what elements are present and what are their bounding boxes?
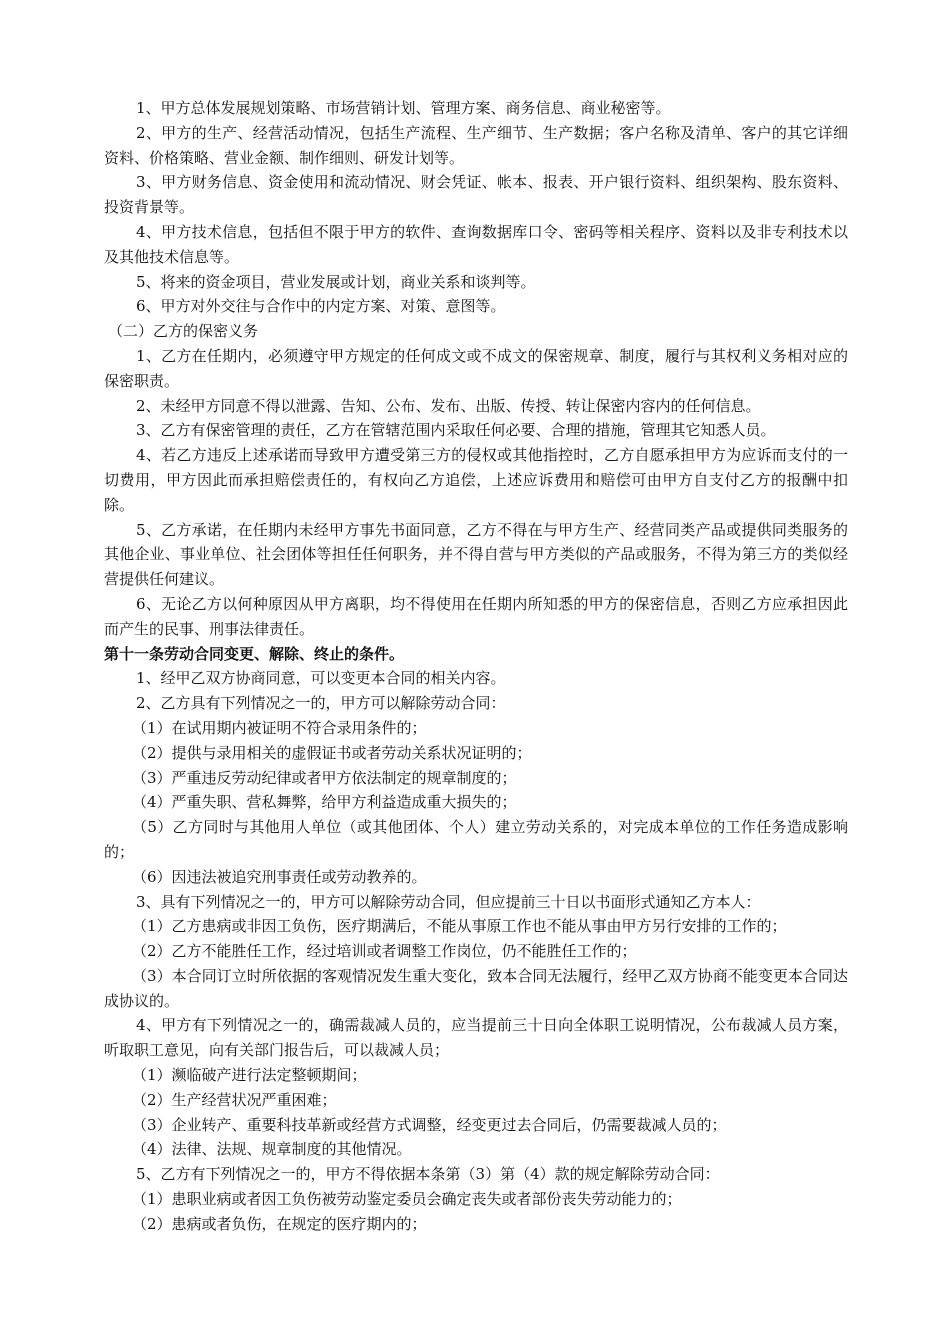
list-item: （4）严重失职、营私舞弊，给甲方利益造成重大损失的； <box>132 793 517 812</box>
paragraph: 1、甲方总体发展规划策略、市场营销计划、管理方案、商务信息、商业秘密等。 <box>136 99 671 117</box>
list-item: （6）因违法被追究刑事责任或劳动教养的。 <box>132 867 427 886</box>
paragraph: 4、甲方有下列情况之一的，确需裁减人员的，应当提前三十日向全体职工说明情况，公布裁减人员方案，听取职工意见，向有关部门报告后，可以裁减人员； <box>104 1016 848 1060</box>
list-item: （2）提供与录用相关的虚假证书或者劳动关系状况证明的； <box>132 743 532 762</box>
list-item: （5）乙方同时与其他用人单位（或其他团体、个人）建立劳动关系的，对完成本单位的工作任务造成影响的； <box>104 818 848 861</box>
article-heading: 第十一条劳动合同变更、解除、终止的条件。 <box>104 644 405 663</box>
paragraph: 3、甲方财务信息、资金使用和流动情况、财会凭证、帐本、报表、开户银行资料、组织架构、股东资料、投资背景等。 <box>104 173 848 217</box>
paragraph: 5、乙方有下列情况之一的，甲方不得依据本条第（3）第（4）款的规定解除劳动合同： <box>136 1165 720 1184</box>
paragraph: 4、若乙方违反上述承诺而导致甲方遭受第三方的侵权或其他指控时，乙方自愿承担甲方为应诉而支付的一切费用，甲方因此而承担赔偿责任的，有权向乙方追偿，上述应诉费用和赔偿可由甲方自支付乙方的报酬中扣除。 <box>104 446 848 514</box>
paragraph: 1、乙方在任期内，必须遵守甲方规定的任何成文或不成文的保密规章、制度，履行与其权利义务相对应的保密职责。 <box>104 346 848 390</box>
list-item: （3）严重违反劳动纪律或者甲方依法制定的规章制度的； <box>132 768 517 787</box>
paragraph: 6、甲方对外交往与合作中的内定方案、对策、意图等。 <box>136 297 506 316</box>
paragraph: 2、甲方的生产、经营活动情况，包括生产流程、生产细节、生产数据；客户名称及清单、客户的其它详细资料、价格策略、营业金额、制作细则、研发计划等。 <box>104 123 848 167</box>
document-page <box>104 96 848 1237</box>
list-item: （2）患病或者负伤，在规定的医疗期内的； <box>132 1214 427 1233</box>
paragraph: 6、无论乙方以何种原因从甲方离职，均不得使用在任期内所知悉的甲方的保密信息，否则乙方应承担因此而产生的民事、刑事法律责任。 <box>104 594 848 638</box>
paragraph: 3、具有下列情况之一的，甲方可以解除劳动合同，但应提前三十日以书面形式通知乙方本人： <box>136 892 761 911</box>
list-item: （2）乙方不能胜任工作，经过培训或者调整工作岗位，仍不能胜任工作的； <box>132 942 637 961</box>
paragraph: 2、乙方具有下列情况之一的，甲方可以解除劳动合同： <box>136 694 506 713</box>
list-item: （2）生产经营状况严重困难； <box>132 1090 337 1109</box>
paragraph: 5、将来的资金项目，营业发展或计划，商业关系和谈判等。 <box>136 272 536 291</box>
section-heading: （二）乙方的保密义务 <box>108 322 259 341</box>
paragraph: 1、经甲乙双方协商同意，可以变更本合同的相关内容。 <box>136 669 506 688</box>
list-item: （1）濒临破产进行法定整顿期间； <box>132 1066 367 1085</box>
list-item: （1）在试用期内被证明不符合录用条件的； <box>132 718 427 737</box>
list-item: （4）法律、法规、规章制度的其他情况。 <box>132 1140 412 1159</box>
list-item: （3）企业转产、重要科技革新或经营方式调整，经变更过去合同后，仍需要裁减人员的； <box>132 1115 727 1134</box>
list-item: （1）患职业病或者因工负伤被劳动鉴定委员会确定丧失或者部份丧失劳动能力的； <box>132 1190 682 1209</box>
list-item: （3）本合同订立时所依据的客观情况发生重大变化，致本合同无法履行，经甲乙双方协商不能变更本合同达成协议的。 <box>104 966 848 1010</box>
paragraph: 5、乙方承诺，在任期内未经甲方事先书面同意，乙方不得在与甲方生产、经营同类产品或提供同类服务的其他企业、事业单位、社会团体等担任任何职务，并不得自营与甲方类似的产品或服务，不得为第三方的类似经营提供任何建议。 <box>104 520 848 589</box>
paragraph: 3、乙方有保密管理的责任，乙方在管辖范围内采取任何必要、合理的措施，管理其它知悉人员。 <box>136 421 776 440</box>
paragraph: 4、甲方技术信息，包括但不限于甲方的软件、查询数据库口令、密码等相关程序、资料以及非专利技术以及其他技术信息等。 <box>104 222 848 266</box>
list-item: （1）乙方患病或非因工负伤，医疗期满后，不能从事原工作也不能从事由甲方另行安排的工作的； <box>132 917 787 936</box>
paragraph: 2、未经甲方同意不得以泄露、告知、公布、发布、出版、传授、转让保密内容内的任何信息。 <box>136 396 761 415</box>
